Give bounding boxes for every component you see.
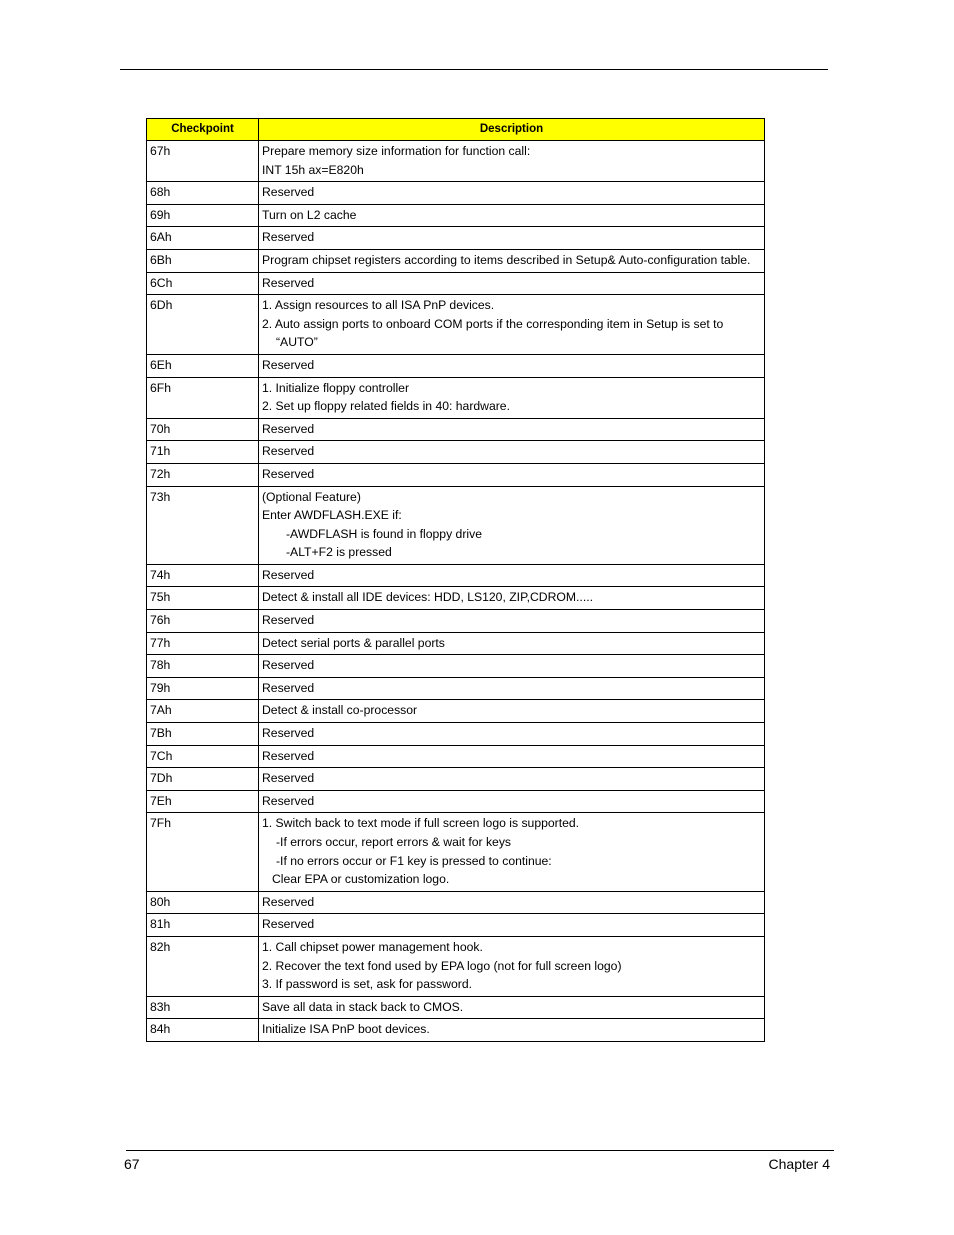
checkpoint-code: 73h: [147, 486, 259, 564]
checkpoint-code: 80h: [147, 891, 259, 914]
description-line: INT 15h ax=E820h: [262, 162, 364, 177]
checkpoint-code: 7Bh: [147, 723, 259, 746]
description-line: Reserved: [262, 567, 315, 582]
checkpoint-code: 81h: [147, 914, 259, 937]
description-line: Initialize ISA PnP boot devices.: [262, 1022, 430, 1037]
description-line: (Optional Feature): [262, 489, 361, 504]
checkpoint-code: 83h: [147, 996, 259, 1019]
description-line: Reserved: [262, 466, 315, 481]
table-row: [147, 677, 765, 700]
description-column-header: Description: [259, 119, 765, 141]
checkpoint-code: 7Ah: [147, 700, 259, 723]
checkpoint-description: [259, 227, 765, 250]
checkpoint-code: 77h: [147, 632, 259, 655]
description-line: Prepare memory size information for function call:: [262, 144, 531, 158]
checkpoint-description: [259, 587, 765, 610]
table-row: [147, 141, 765, 182]
description-line: Reserved: [262, 185, 315, 200]
description-line: 2. Recover the text fond used by EPA logo (not for full screen logo): [262, 958, 622, 973]
checkpoint-code: 6Fh: [147, 377, 259, 418]
description-line: 2. Set up floppy related fields in 40: hardware.: [262, 399, 510, 414]
checkpoint-code: 69h: [147, 204, 259, 227]
checkpoint-description: [259, 610, 765, 633]
checkpoint-code: 70h: [147, 418, 259, 441]
checkpoint-description: [259, 768, 765, 791]
table-row: [147, 441, 765, 464]
checkpoint-description: [259, 141, 765, 182]
checkpoint-code: 74h: [147, 564, 259, 587]
description-line: Reserved: [262, 658, 315, 673]
table-row: [147, 632, 765, 655]
description-line: Detect serial ports & parallel ports: [262, 635, 445, 650]
checkpoint-description: [259, 463, 765, 486]
description-line: 3. If password is set, ask for password.: [262, 977, 472, 992]
table-row: [147, 768, 765, 791]
checkpoint-code: 6Eh: [147, 354, 259, 377]
table-row: [147, 700, 765, 723]
checkpoint-description: [259, 377, 765, 418]
table-row: [147, 745, 765, 768]
description-line: “AUTO”: [276, 335, 318, 350]
description-line: Detect & install all IDE devices: HDD, LS120, ZIP,CDROM.....: [262, 590, 593, 605]
checkpoint-code: 67h: [147, 141, 259, 182]
checkpoint-description: [259, 441, 765, 464]
description-line: Reserved: [262, 748, 315, 763]
description-line: Reserved: [262, 613, 315, 628]
description-line: -If errors occur, report errors & wait for keys: [276, 835, 512, 849]
checkpoint-description: [259, 486, 765, 564]
table-body: [147, 141, 765, 1042]
post-checkpoint-table: [146, 118, 765, 1042]
checkpoint-description: [259, 204, 765, 227]
checkpoint-code: 71h: [147, 441, 259, 464]
table-row: [147, 914, 765, 937]
table-row: [147, 272, 765, 295]
footer-rule: [126, 1150, 834, 1151]
description-line: Reserved: [262, 357, 315, 372]
table-row: [147, 354, 765, 377]
table-row: [147, 936, 765, 996]
table-row: [147, 204, 765, 227]
checkpoint-description: [259, 272, 765, 295]
checkpoint-code: 6Dh: [147, 295, 259, 355]
checkpoint-code: 76h: [147, 610, 259, 633]
table-row: [147, 463, 765, 486]
checkpoint-description: [259, 891, 765, 914]
checkpoint-description: [259, 813, 765, 891]
table-row: [147, 295, 765, 355]
checkpoint-description: [259, 745, 765, 768]
table-row: [147, 891, 765, 914]
checkpoint-description: [259, 295, 765, 355]
table-row: [147, 377, 765, 418]
description-line: -If no errors occur or F1 key is pressed to continue:: [276, 853, 552, 868]
description-line: Save all data in stack back to CMOS.: [262, 999, 464, 1014]
checkpoint-code: 68h: [147, 182, 259, 205]
table-row: [147, 655, 765, 678]
table-row: [147, 564, 765, 587]
page-number: 67: [124, 1156, 140, 1172]
checkpoint-code: 7Eh: [147, 790, 259, 813]
checkpoint-description: [259, 996, 765, 1019]
checkpoint-description: [259, 632, 765, 655]
description-line: 1. Switch back to text mode if full screen logo is supported.: [262, 816, 580, 831]
description-line: Reserved: [262, 421, 315, 436]
description-line: Turn on L2 cache: [262, 207, 357, 222]
description-line: 2. Auto assign ports to onboard COM ports if the corresponding item in Setup is set to: [262, 316, 724, 331]
checkpoint-description: [259, 249, 765, 272]
checkpoint-description: [259, 1019, 765, 1042]
table-row: [147, 249, 765, 272]
checkpoint-code: 6Ah: [147, 227, 259, 250]
checkpoint-description: [259, 790, 765, 813]
checkpoint-description: [259, 700, 765, 723]
table-row: [147, 182, 765, 205]
description-line: -AWDFLASH is found in floppy drive: [286, 526, 482, 541]
checkpoint-code: 7Fh: [147, 813, 259, 891]
checkpoint-description: [259, 936, 765, 996]
table-row: [147, 790, 765, 813]
checkpoint-description: [259, 418, 765, 441]
table-row: [147, 227, 765, 250]
table-row: [147, 486, 765, 564]
description-line: Enter AWDFLASH.EXE if:: [262, 508, 402, 523]
checkpoint-code: 7Dh: [147, 768, 259, 791]
description-line: Reserved: [262, 444, 315, 459]
table-row: [147, 587, 765, 610]
checkpoint-code: 7Ch: [147, 745, 259, 768]
description-line: Detect & install co-processor: [262, 703, 418, 718]
table-row: [147, 610, 765, 633]
table-header-row: [147, 119, 765, 141]
checkpoint-description: [259, 723, 765, 746]
description-line: 1. Initialize floppy controller: [262, 380, 409, 395]
table-row: [147, 996, 765, 1019]
table-row: [147, 418, 765, 441]
checkpoint-description: [259, 564, 765, 587]
checkpoint-column-header: Checkpoint: [147, 119, 259, 141]
checkpoint-description: [259, 354, 765, 377]
checkpoint-code: 6Ch: [147, 272, 259, 295]
checkpoint-code: 78h: [147, 655, 259, 678]
checkpoint-code: 75h: [147, 587, 259, 610]
description-line: 1. Call chipset power management hook.: [262, 939, 483, 954]
description-line: Reserved: [262, 726, 315, 741]
header-rule: [120, 69, 828, 70]
table-row: [147, 813, 765, 891]
checkpoint-description: [259, 677, 765, 700]
description-line: Reserved: [262, 230, 315, 245]
description-line: Reserved: [262, 894, 315, 909]
table-row: [147, 723, 765, 746]
description-line: Reserved: [262, 275, 315, 290]
checkpoint-code: 72h: [147, 463, 259, 486]
checkpoint-code: 6Bh: [147, 249, 259, 272]
description-line: Reserved: [262, 917, 315, 932]
checkpoint-code: 84h: [147, 1019, 259, 1042]
checkpoint-code: 79h: [147, 677, 259, 700]
description-line: Reserved: [262, 793, 315, 808]
chapter-label: Chapter 4: [768, 1156, 830, 1172]
checkpoint-description: [259, 655, 765, 678]
checkpoint-code: 82h: [147, 936, 259, 996]
description-line: Reserved: [262, 771, 315, 786]
description-line: Clear EPA or customization logo.: [272, 872, 450, 887]
table-row: [147, 1019, 765, 1042]
description-line: Reserved: [262, 680, 315, 695]
description-line: 1. Assign resources to all ISA PnP devices.: [262, 298, 495, 313]
checkpoint-description: [259, 182, 765, 205]
description-line: -ALT+F2 is pressed: [286, 545, 392, 560]
checkpoint-description: [259, 914, 765, 937]
description-line: Program chipset registers according to items described in Setup& Auto-configuration table.: [262, 252, 751, 267]
